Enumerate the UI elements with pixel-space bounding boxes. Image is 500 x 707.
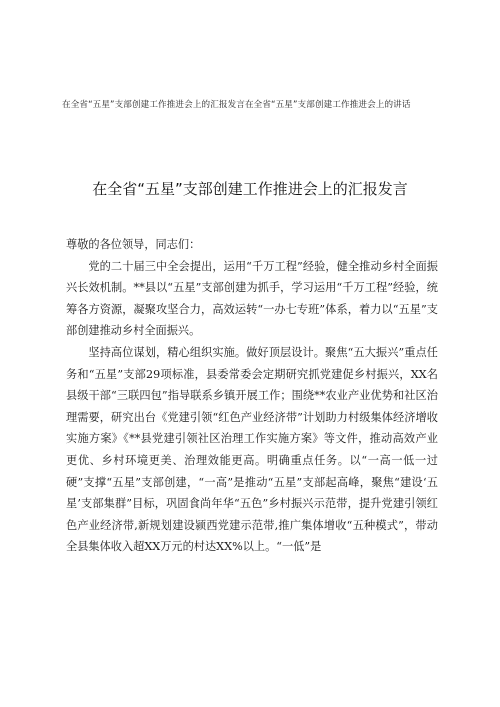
paragraph-1: 党的二十届三中全会提出，运用“千万工程”经验，健全推动乡村全面振兴长效机制。**县以“五星”支部创建为抓手，学习运用“千万工程”经验，统筹各方资源，凝聚攻坚合力，高效运转“一办七专班”体系，着力以“五星”支部创建推动乡村全面振兴。	[66, 259, 438, 338]
salutation: 尊敬的各位领导，同志们：	[66, 238, 201, 251]
document-body	[66, 234, 438, 558]
paragraph-2: 坚持高位谋划，精心组织实施。做好顶层设计。聚焦“五大振兴”重点任务和“五星”支部29项标准，县委常委会定期研究抓党建促乡村振兴，XX名县级干部“三联四包”指导联系乡镇开展工作；围绕**农业产业优势和社区治理需要，研究出台《党建引领“红色产业经济带”计划助力村级集体经济增收实施方案》《**县党建引领社区治理工作实施方案》等文件，推动高效产业更优、乡村环境更美、治理效能更高。明确重点任务。以“一高一低一过硬”支撑“五星”支部创建，“一高”是推动“五星”支部起高峰，聚焦“建设‘五星’支部集群”目标，巩固食尚年华“五色”乡村振兴示范带，提升党建引领红色产业经济带,新规划建设颍西党建示范带,推广集体增收“五种模式”，带动全县集体收入超XX万元的村达XX%以上。“一低”是	[66, 345, 438, 554]
document-title: 在全省“五星”支部创建工作推进会上的汇报发言	[92, 180, 408, 198]
header-note: 在全省“五星”支部创建工作推进会上的汇报发言在全省“五星”支部创建工作推进会上的讲话	[62, 100, 411, 110]
